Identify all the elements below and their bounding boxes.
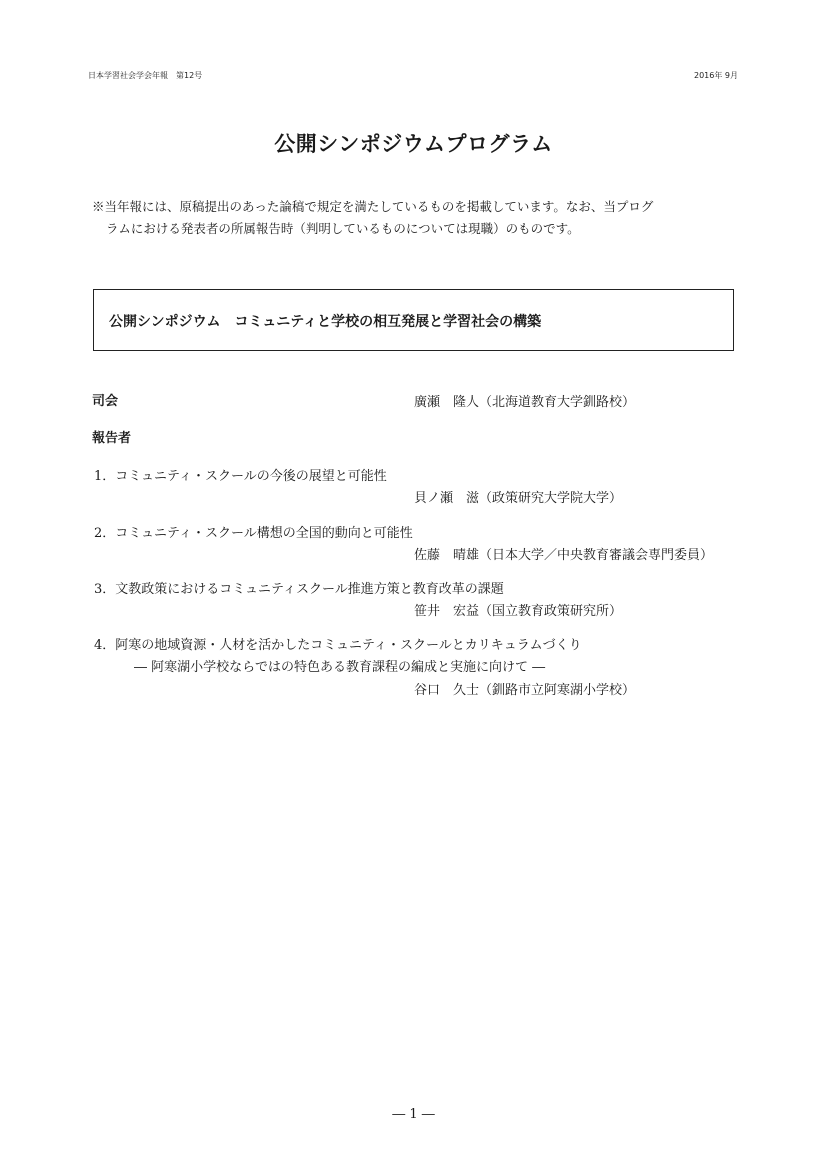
report-person-1: 貝ノ瀬 滋（政策研究大学院大学）: [414, 491, 623, 506]
report-title-4: 4．阿寒の地域資源・人材を活かしたコミュニティ・スクールとカリキュラムづくり: [94, 638, 582, 653]
symposium-box: [93, 289, 734, 351]
symposium-title: 公開シンポジウム コミュニティと学校の相互発展と学習社会の構築: [109, 314, 542, 330]
page-title: 公開シンポジウムプログラム: [274, 131, 553, 156]
report-person-3: 笹井 宏益（国立教育政策研究所）: [414, 604, 623, 619]
report-title-2: 2．コミュニティ・スクール構想の全国的動向と可能性: [94, 526, 413, 541]
reporters-label: 報告者: [92, 431, 132, 446]
note-line-1: ※当年報には、原稿提出のあった論稿で規定を満たしているものを掲載しています。なお、当プログ: [92, 199, 654, 214]
journal-header: 日本学習社会学会年報 第12号: [88, 71, 203, 80]
report-person-4: 谷口 久士（釧路市立阿寒湖小学校）: [414, 683, 636, 698]
report-subtitle-4: ― 阿寒湖小学校ならではの特色ある教育課程の編成と実施に向けて ―: [134, 660, 546, 675]
page-number: ― 1 ―: [392, 1107, 435, 1122]
moderator-label: 司会: [92, 394, 119, 409]
report-title-1: 1．コミュニティ・スクールの今後の展望と可能性: [94, 469, 387, 484]
moderator-person: 廣瀬 隆人（北海道教育大学釧路校）: [414, 395, 636, 410]
report-person-2: 佐藤 晴雄（日本大学／中央教育審議会専門委員）: [414, 548, 714, 563]
issue-date: 2016年 9月: [694, 71, 738, 80]
note-line-2: ラムにおける発表者の所属報告時（判明しているものについては現職）のものです。: [106, 221, 580, 236]
report-title-3: 3．文教政策におけるコミュニティスクール推進方策と教育改革の課題: [94, 582, 504, 597]
